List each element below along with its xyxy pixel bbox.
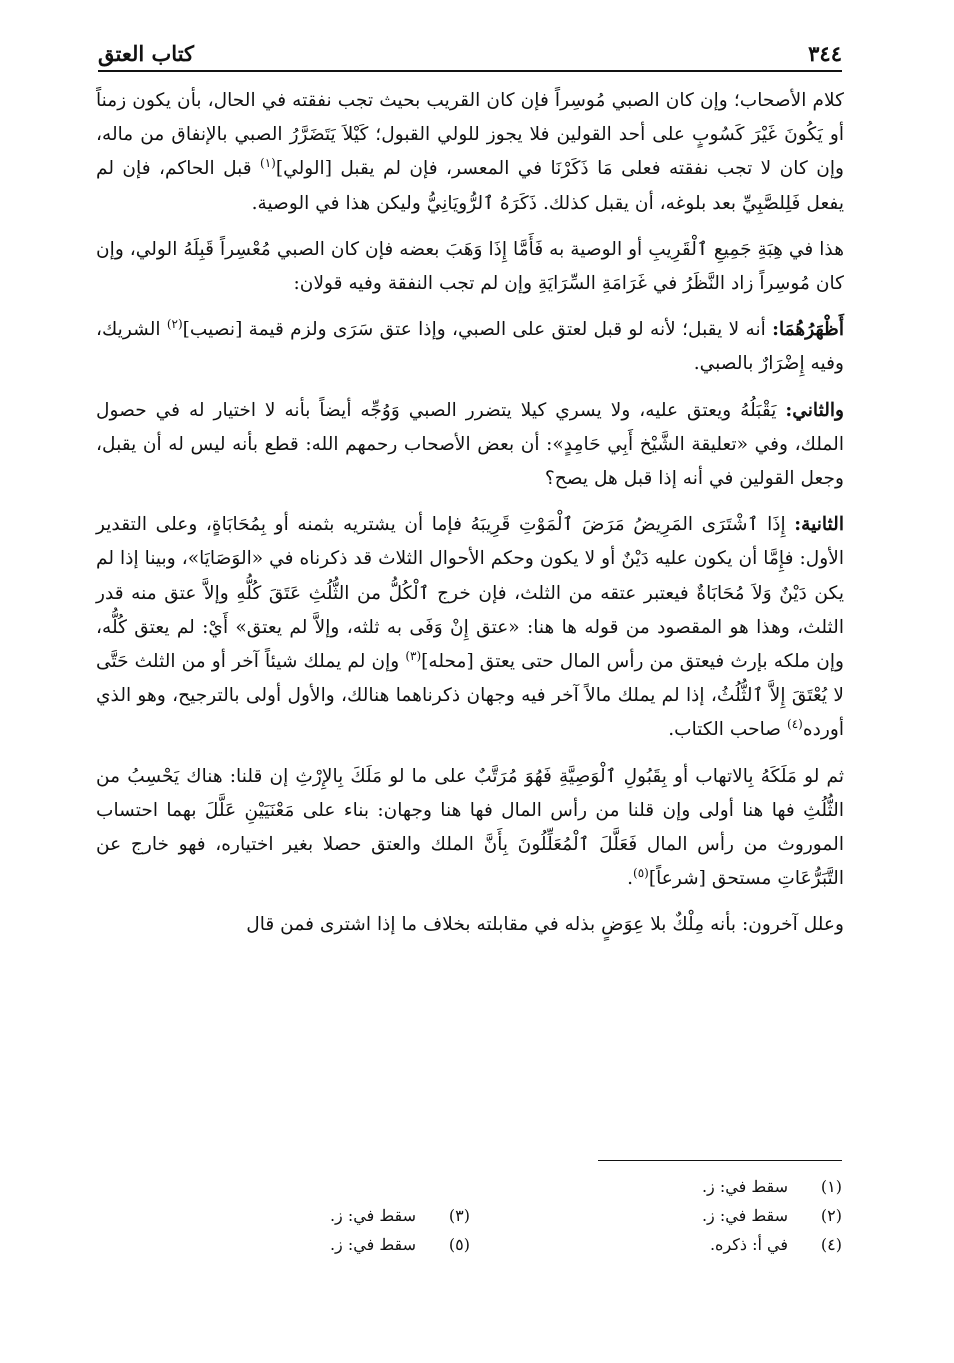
book-title: كتاب العتق xyxy=(98,41,195,66)
main-text xyxy=(96,84,844,955)
footnote-ref-2: (٢) xyxy=(166,317,183,332)
paragraph-4: والثاني: يَقْبَلُهُ ويعتق عليه، ولا يسري كيلا يتضرر الصبي وَوُجِّه أيضاً بأنه لا اختيار له في حصول الملك، وفي «تعليقة الشَّيْخ أَبِي حَامِدٍ»: أن بعض الأصحاب رحمهم الله: قطع بأنه ليس له أن يقبل، وجعل القولين في أنه إذا قبل هل يصح؟ xyxy=(96,399,844,490)
paragraph-5: الثانية: إِذَا ٱشْتَرَى المَرِيضُ مَرَضَ ٱلْمَوْتِ قَرِيبَهُ فإما أن يشتريه بثمنه أو بِمُحَابَاةٍ، وعلى التقدير الأول: فإِمَّا أن يكون عليه دَيْنٌ أو لا يكون وحكم الأحوال الثلاث قد ذكرناه في «الوَصَايَا»، وبينا إذا لم يكن دَيْنٌ وَلاَ مُحَابَاةٌ فيعتبر عتقه من الثلث، فإن خرج ٱلْكُلُّ من الثُّلُثِ عَتَقَ كُلُّهِ وإلاَّ عتق منه قدر الثلث، وهذا هو المقصود من قوله ها هنا: «عتق إِنْ وَفَى به ثلثه، وإلاَّ لم يعتق» أَيْ: لم يعتق كُلُّه، وإن ملكه بإرث فيعتق من رأس المال حتى يعتق [محله]$^{(٣)}$ وإن لم يملك شيئاً آخر أو من الثلث حَتَّى لا يُعْتَقَ إِلاَّ ٱلثُّلُثُ، إذا لم يملك مالاً آخر فيه وجهان ذكرناهما هنالك، والأول أولى بالترجيح، وهو الذي أورده$^{(٤)}$ صاحب الكتاب. xyxy=(96,514,844,741)
paragraph-lead: والثاني: xyxy=(785,399,844,421)
paragraph-1: كلام الأصحاب؛ وإن كان الصبي مُوسِراً فإن كان القريب بحيث تجب نفقته في الحال، بأن يكون زمناً أو يَكُونَ غَيْرَ كَسُوبٍ على أحد القولين فلا يجوز للولي القبول؛ كَيْلاَ يَتَضَرَّرُ الصبي بالإنفاق من ماله، وإن كان لا تجب نفقته فعلى مَا ذَكَرْنَا في المعسر، فإن لم يقبل [الولي]$^{(١)}$ قبل الحاكم، فإن لم يفعل فَلِلصَّبِيِّ بعد بلوغه، أن يقبل كذلك. ذَكَرَهُ ٱلرُّويَانِيُّ وليكن هذا في الوصية. xyxy=(96,90,844,214)
footnote-ref-5: (٥) xyxy=(633,866,649,881)
footnote-3: (٣) سقط في: ز. xyxy=(329,1206,470,1225)
footnote-row xyxy=(98,1230,842,1259)
footnote-row xyxy=(98,1201,842,1230)
footnote-ref-4: (٤) xyxy=(787,717,803,732)
footnote-2: (٢) سقط في: ز. xyxy=(701,1206,842,1225)
paragraph-3: أَظْهَرُهُمَا: أنه لا يقبل؛ لأنه لو قبل لعتق على الصبي، وإذا عتق سَرَى ولزم قيمة [نصيب]$^{(٢)}$ الشريك، وفيه إِضْرَارٌ بالصبي. xyxy=(96,317,844,375)
paragraph-lead: أَظْهَرُهُمَا: xyxy=(772,319,844,341)
footnote-rule xyxy=(598,1160,842,1161)
footnote-1: (١) سقط في: ز. xyxy=(701,1177,842,1196)
paragraph-lead: الثانية: xyxy=(794,514,844,536)
footnote-4: (٤) في أ: ذكره. xyxy=(709,1235,842,1254)
header-rule xyxy=(98,70,842,72)
paragraph-6: ثم لو مَلَكَهُ بِالاتهاب أو بِقَبُولِ ٱلْوَصِيَّةِ فَهُوَ مُرَتَّبٌ على ما لو مَلَكَ بِالإِرْثِ إن قلنا: هناك يَحْسِبُ من الثُّلُثِ فها هنا أولى وإن قلنا من رأس المال فها هنا وجهان: بناء على مَعْنَيَيْنِ عَلَّلَ بهما احتساب الموروث من رأس المال فَعَلَّلَ ٱلْمُعَلِّلُونَ بِأَنَّ الملك والعتق حصلا بغير اختياره، فهو خارج عن التَّبَرُّعَاتِ مستحق [شرعاً]$^{(٥)}$. xyxy=(96,765,844,890)
footnote-ref-3: (٣) xyxy=(405,648,422,663)
footnotes xyxy=(98,1172,842,1259)
page-number: ٣٤٤ xyxy=(808,41,842,66)
footnote-row xyxy=(98,1172,842,1201)
footnote-ref-1: (١) xyxy=(260,156,276,171)
paragraph-2: هذا في هِبَةِ جَمِيعِ ٱلْقَرِيبِ أو الوصية به فَأَمَّا إِذَا وَهَبَ بعضه فإن كان الصبي مُعْسِراً قَبِلَهُ الولي، وإن كان مُوسِراً زاد النَّظَرُ في غَرَامَةِ السِّرَايَةِ وإن لم تجب النفقة وفيه قولان: xyxy=(96,238,844,295)
footnote-5: (٥) سقط في: ز. xyxy=(329,1235,470,1254)
paragraph-7: وعلل آخرون: بأنه مِلْكٌ بلا عِوَضٍ بذله في مقابلته بخلاف ما إذا اشترى فمن قال xyxy=(246,914,844,936)
running-header xyxy=(98,28,842,66)
